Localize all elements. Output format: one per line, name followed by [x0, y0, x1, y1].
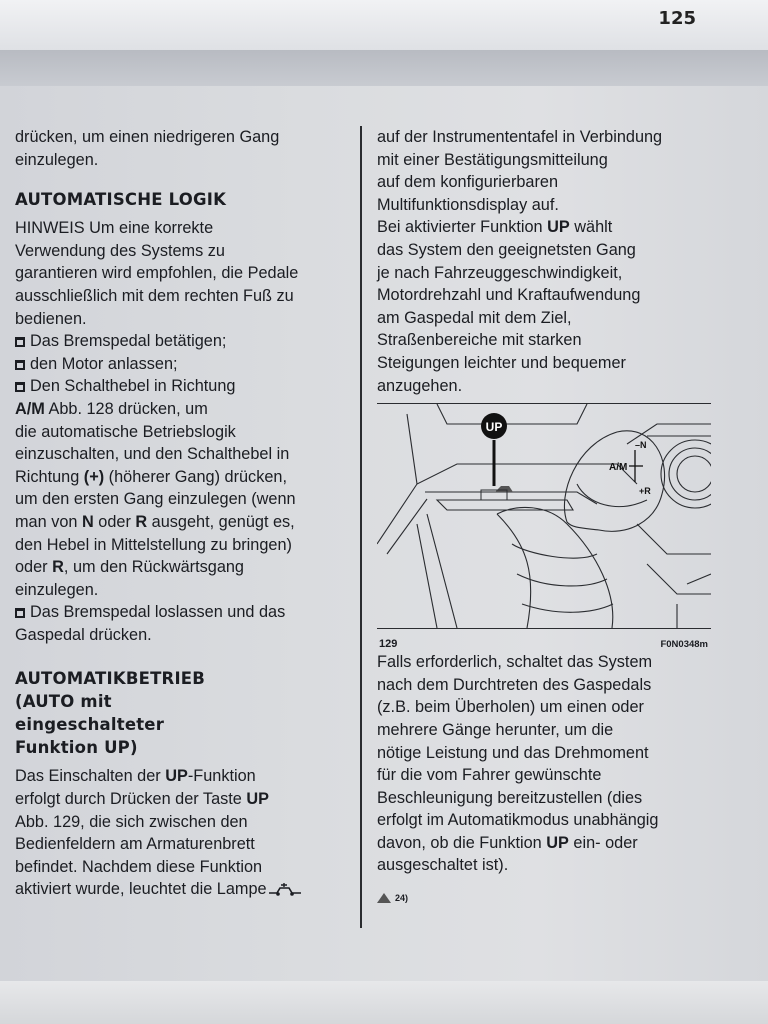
text-line: drücken, um einen niedrigeren Gang — [15, 128, 280, 146]
figure-code: F0N0348m — [660, 639, 708, 651]
text-span: Bei aktivierter Funktion — [377, 218, 548, 237]
text-line: einzulegen. — [15, 580, 99, 599]
list-item-text: Den Schalthebel in Richtung — [30, 377, 236, 396]
heading-line: Funktion UP) — [15, 738, 138, 758]
text-span: ein- oder — [568, 833, 638, 852]
lever-minus-label: –N — [635, 440, 647, 451]
list-item-text: Das Bremspedal loslassen und das — [30, 603, 286, 622]
text-line — [377, 832, 712, 855]
text-span: wählt — [569, 218, 613, 237]
list-item — [15, 353, 345, 376]
heading-line: (AUTO mit — [15, 692, 112, 712]
text-span: , um den Rückwärtsgang — [63, 558, 244, 577]
text-line: bedienen. — [15, 309, 87, 328]
text-line — [377, 216, 712, 239]
up-label: UP — [246, 790, 269, 809]
list-item — [15, 375, 345, 398]
up-active-paragraph — [377, 216, 712, 397]
heading-automatische-logik: AUTOMATISCHE LOGIK — [15, 190, 227, 210]
text-line: HINWEIS Um eine korrekte — [15, 219, 214, 238]
text-line — [15, 788, 345, 811]
text-line: auf dem konfigurierbaren — [377, 173, 559, 192]
right-column — [377, 126, 712, 910]
page-number: 125 — [658, 8, 696, 29]
text-line: die automatische Betriebslogik — [15, 422, 236, 441]
text-line: nötige Leistung und das Drehmoment — [377, 743, 649, 762]
heading-line: AUTOMATIKBETRIEB — [15, 669, 206, 689]
text-span: ausgeht, genügt es, — [147, 512, 295, 531]
text-line — [15, 511, 345, 534]
text-line: am Gaspedal mit dem Ziel, — [377, 308, 572, 327]
bullet-square-icon — [15, 382, 25, 392]
column-divider — [360, 126, 362, 928]
bullet-square-icon — [15, 337, 25, 347]
text-line: Motordrehzahl und Kraftaufwendung — [377, 286, 641, 305]
text-line — [15, 765, 345, 788]
text-span: aktiviert wurde, leuchtet die Lampe — [15, 880, 267, 899]
text-line: einzulegen. — [15, 150, 99, 169]
heading-line: eingeschalteter — [15, 715, 165, 735]
text-line: garantieren wird empfohlen, die Pedale — [15, 264, 299, 283]
list-item-text: Das Bremspedal betätigen; — [30, 332, 227, 351]
header-band — [0, 0, 768, 50]
text-line: mit einer Bestätigungsmitteilung — [377, 150, 608, 169]
figure-caption — [377, 629, 712, 651]
text-line: Bedienfeldern am Armaturenbrett — [15, 835, 255, 854]
am-label: A/M — [15, 399, 45, 418]
text-span: erfolgt durch Drücken der Taste — [15, 790, 247, 809]
text-line: anzugehen. — [377, 376, 463, 395]
bullet-square-icon — [15, 360, 25, 370]
reference-number: 24) — [395, 893, 409, 904]
r-label: R — [52, 558, 64, 577]
figure-gear-lever — [377, 403, 711, 629]
text-span: davon, ob die Funktion — [377, 833, 547, 852]
heading-automatikbetrieb — [15, 667, 345, 759]
text-line: je nach Fahrzeuggeschwindigkeit, — [377, 263, 623, 282]
text-line: Straßenbereiche mit starken — [377, 331, 582, 350]
kickdown-paragraph — [377, 651, 712, 877]
text-line: (z.B. beim Überholen) um einen oder — [377, 698, 644, 717]
text-line: Multifunktionsdisplay auf. — [377, 195, 559, 214]
reference-note — [377, 887, 712, 910]
list-item — [15, 601, 345, 624]
figure-number: 129 — [379, 638, 398, 651]
text-line: mehrere Gänge herunter, um die — [377, 720, 614, 739]
hinweis-paragraph — [15, 217, 345, 330]
bottom-band — [0, 981, 768, 1024]
text-line: Steigungen leichter und bequemer — [377, 353, 626, 372]
up-label: UP — [547, 218, 570, 237]
text-line — [15, 556, 345, 579]
text-span: oder — [15, 558, 53, 577]
text-line — [15, 466, 345, 489]
text-span: (höherer Gang) drücken, — [104, 467, 287, 486]
text-line: das System den geeignetsten Gang — [377, 240, 636, 259]
list-item — [15, 330, 345, 353]
bullet-square-icon — [15, 608, 25, 618]
text-line: erfolgt im Automatikmodus unabhängig — [377, 811, 659, 830]
text-span: Das Einschalten der — [15, 767, 166, 786]
text-line: auf der Instrumententafel in Verbindung — [377, 128, 663, 146]
text-line: Gaspedal drücken. — [15, 625, 152, 644]
up-label: UP — [165, 767, 188, 786]
warning-icon — [377, 893, 391, 903]
text-line: einzuschalten, und den Schalthebel in — [15, 445, 290, 464]
page-edge-shadow — [0, 50, 768, 86]
list-item-text: den Motor anlassen; — [30, 354, 178, 373]
intro-paragraph — [15, 126, 345, 171]
text-line: Falls erforderlich, schaltet das System — [377, 653, 653, 672]
lever-plus-label: +R — [639, 486, 651, 497]
text-line: für die vom Fahrer gewünschte — [377, 766, 602, 785]
up-lamp-icon — [267, 882, 303, 896]
n-label: N — [81, 512, 94, 531]
text-line: den Hebel in Mittelstellung zu bringen) — [15, 535, 292, 554]
text-span: man von — [15, 512, 82, 531]
text-span: Abb. 128 drücken, um — [44, 399, 208, 418]
r-label: R — [135, 512, 148, 531]
text-line — [15, 398, 345, 421]
text-span: oder — [93, 512, 136, 531]
text-line: befindet. Nachdem diese Funktion — [15, 857, 263, 876]
text-line: Abb. 129, die sich zwischen den — [15, 812, 248, 831]
text-line: ausgeschaltet ist). — [377, 856, 509, 875]
up-label: UP — [546, 833, 569, 852]
text-line: Verwendung des Systems zu — [15, 241, 225, 260]
text-line: ausschließlich mit dem rechten Fuß zu — [15, 286, 294, 305]
text-span: Richtung — [15, 467, 84, 486]
text-line: um den ersten Gang einzulegen (wenn — [15, 490, 296, 509]
continuation-paragraph — [377, 126, 712, 216]
text-line: Beschleunigung bereitzustellen (dies — [377, 788, 643, 807]
gear-lever-illustration — [377, 404, 711, 628]
up-function-paragraph — [15, 765, 345, 901]
text-line: nach dem Durchtreten des Gaspedals — [377, 675, 652, 694]
text-span: -Funktion — [187, 767, 256, 786]
text-line — [15, 878, 345, 901]
up-callout-label: UP — [485, 420, 503, 435]
left-column — [15, 126, 345, 901]
plus-label: (+) — [83, 467, 105, 486]
steps-list — [15, 330, 345, 646]
lever-am-label: A/M — [609, 462, 628, 474]
